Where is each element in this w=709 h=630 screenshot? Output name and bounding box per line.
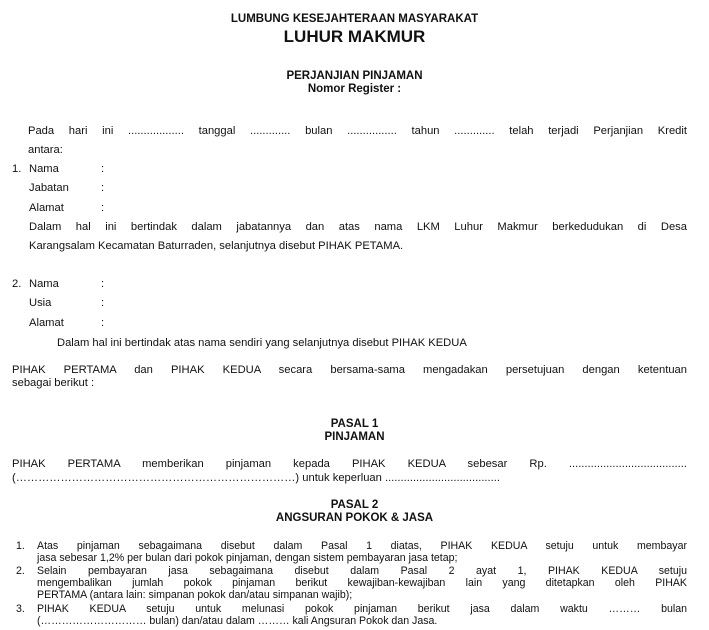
party2-colon-usia: : — [101, 297, 105, 309]
org-line: LUMBUNG KESEJAHTERAAN MASYARAKAT — [230, 13, 479, 25]
register-label: Nomor Register : — [307, 83, 402, 95]
pasal2-item-3-line-1: PIHAK KEDUA setuju untuk melunasi pokok pinjaman berikut jasa dalam waktu ……… bulan — [37, 603, 687, 615]
party1-para-line-2: Karangsalam Kecamatan Baturraden, selanjutnya disebut PIHAK PETAMA. — [29, 240, 404, 252]
party2-colon-alamat: : — [101, 317, 105, 329]
intro-line-2: antara: — [28, 144, 63, 156]
party1-colon-alamat: : — [101, 202, 105, 214]
party2-label-nama: Nama — [29, 278, 59, 290]
party1-para-line-1: Dalam hal ini bertindak dalam jabatannya dan atas nama LKM Luhur Makmur berkedudukan di Desa — [29, 221, 687, 233]
party1-label-jabatan: Jabatan — [29, 182, 69, 194]
pasal1-line-1: PIHAK PERTAMA memberikan pinjaman kepada PIHAK KEDUA sebesar Rp. ...................................... — [12, 458, 687, 470]
pasal2-item-2-line-3: PERTAMA (antara lain: simpanan pokok dan/atau simpanan wajib); — [37, 589, 353, 601]
pasal2-item-2-line-2: mengembalikan jumlah pokok pinjaman berikut kewajiban-kewajiban lain yang ditetapkan oleh PIHAK — [37, 577, 687, 589]
party1-colon-nama: : — [101, 163, 105, 175]
pasal2-item-1-line-2: jasa sebesar 1,2% per bulan dari pokok pinjaman, dengan sistem pembayaran jasa tetap; — [37, 552, 458, 564]
agreement-line-1: PIHAK PERTAMA dan PIHAK KEDUA secara bersama-sama mengadakan persetujuan dengan ketentuan — [12, 364, 687, 376]
org-name: LUHUR MAKMUR — [283, 27, 426, 46]
party1-label-alamat: Alamat — [29, 202, 64, 214]
party2-number: 2. — [12, 278, 22, 290]
pasal1-line-2: (…………………………………………………………………) untuk keperluan ..................................... — [12, 472, 500, 484]
party2-para: Dalam hal ini bertindak atas nama sendiri yang selanjutnya disebut PIHAK KEDUA — [57, 337, 467, 349]
pasal2-item-3-number: 3. — [16, 603, 25, 615]
party2-colon-nama: : — [101, 278, 105, 290]
pasal2-subtitle: ANGSURAN POKOK & JASA — [275, 512, 434, 524]
pasal2-item-3-line-2: (………………………… bulan) dan/atau dalam ……… kali Angsuran Pokok dan Jasa. — [37, 615, 438, 627]
doc-title: PERJANJIAN PINJAMAN — [286, 70, 423, 82]
intro-line-1: Pada hari ini .................. tanggal ............. bulan ................ tahun ............. telah terjadi Perjanjian Kredit — [28, 125, 687, 137]
agreement-line-2: sebagai berikut : — [12, 377, 95, 389]
party1-label-nama: Nama — [29, 163, 59, 175]
party2-label-usia: Usia — [29, 297, 52, 309]
pasal2-item-2-number: 2. — [16, 565, 25, 577]
pasal1-title: PASAL 1 — [330, 418, 379, 430]
party2-label-alamat: Alamat — [29, 317, 64, 329]
party1-colon-jabatan: : — [101, 182, 105, 194]
party1-number: 1. — [12, 163, 22, 175]
pasal1-subtitle: PINJAMAN — [324, 431, 385, 443]
pasal2-item-2-line-1: Selain pembayaran jasa sebagaimana disebut dalam Pasal 2 ayat 1, PIHAK KEDUA setuju — [37, 565, 687, 577]
pasal2-title: PASAL 2 — [330, 499, 379, 511]
pasal2-item-1-line-1: Atas pinjaman sebagaimana disebut dalam Pasal 1 diatas, PIHAK KEDUA setuju untuk membayar — [37, 540, 687, 552]
pasal2-item-1-number: 1. — [16, 540, 25, 552]
